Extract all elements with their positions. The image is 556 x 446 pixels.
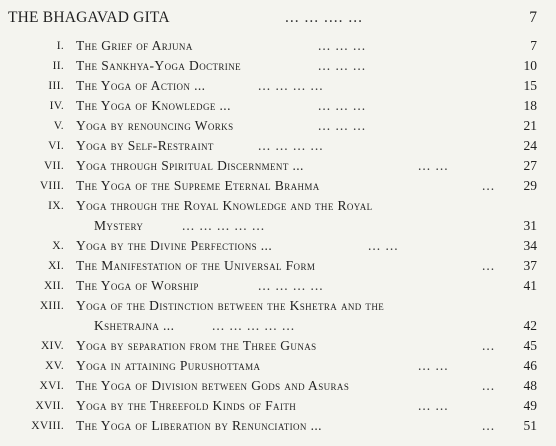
chapter-title: Yoga by renouncing Works: [76, 118, 234, 133]
chapter-title: The Sankhya-Yoga Doctrine: [76, 58, 241, 73]
chapter-number: XIII.: [39, 300, 64, 312]
chapter-title: Mystery: [94, 218, 144, 233]
page-number: 48: [523, 378, 537, 393]
toc-entry: [0, 36, 556, 56]
page-number: 31: [523, 218, 537, 233]
chapter-number: VII.: [43, 160, 64, 172]
section-heading: [0, 8, 556, 28]
chapter-title: Yoga by the Divine Perfections ...: [76, 238, 273, 253]
chapter-number: II.: [52, 60, 64, 72]
toc-entry: [0, 136, 556, 156]
toc-entry: [0, 336, 556, 356]
page-number: 24: [523, 138, 537, 153]
toc-entry: [0, 236, 556, 256]
leader-dots: ... ... ... ...: [258, 138, 324, 153]
page-number: 15: [523, 78, 537, 93]
heading-title: THE BHAGAVAD GITA: [8, 9, 170, 26]
leader-dots: ... ...: [418, 158, 449, 173]
chapter-title: The Yoga of Worship: [76, 278, 199, 293]
page-number: 45: [523, 338, 537, 353]
chapter-title: Kshetrajna ...: [94, 318, 175, 333]
chapter-number: XII.: [43, 280, 64, 292]
toc-entry-continuation: [0, 316, 556, 336]
chapter-number: V.: [53, 120, 64, 132]
chapter-title: The Manifestation of the Universal Form: [76, 258, 316, 273]
leader-dots: ... ... ... ...: [258, 278, 324, 293]
chapter-number: IX.: [48, 200, 64, 212]
chapter-title: Yoga in attaining Purushottama: [76, 358, 261, 373]
chapter-title: The Yoga of Knowledge ...: [76, 98, 231, 113]
page-number: 37: [523, 258, 537, 273]
toc-entry: [0, 416, 556, 436]
toc-entry: [0, 156, 556, 176]
chapter-number: XV.: [45, 360, 64, 372]
leader-dots: ... ... ...: [318, 38, 367, 53]
toc-entry: [0, 256, 556, 276]
chapter-number: XVII.: [35, 400, 64, 412]
leader-dots: ... ... ...: [318, 98, 367, 113]
leader-dots: ... ... ...: [318, 58, 367, 73]
leader-dots: ... ... ...: [318, 118, 367, 133]
leader-dots: ...: [482, 418, 496, 433]
leader-dots: ...: [482, 258, 496, 273]
toc-entry: [0, 296, 556, 316]
page-number: 10: [523, 58, 537, 73]
chapter-number: X.: [52, 240, 64, 252]
page-number: 42: [523, 318, 537, 333]
chapter-title: Yoga by Self-Restraint: [76, 138, 214, 153]
chapter-number: III.: [48, 80, 64, 92]
chapter-title: Yoga of the Distinction between the Kshetra and the: [76, 298, 385, 313]
leader-dots: ... ...: [418, 398, 449, 413]
toc-entry: [0, 116, 556, 136]
chapter-title: Yoga by separation from the Three Gunas: [76, 338, 317, 353]
chapter-title: The Yoga of Liberation by Renunciation ...: [76, 418, 322, 433]
toc-entry: [0, 176, 556, 196]
chapter-number: VIII.: [39, 180, 64, 192]
chapter-title: Yoga through Spiritual Discernment ...: [76, 158, 304, 173]
leader-dots: ... ... ... ... ...: [182, 218, 266, 233]
chapter-number: IV.: [49, 100, 64, 112]
page-number: 7: [529, 9, 537, 26]
chapter-title: The Yoga of Action ...: [76, 78, 206, 93]
chapter-title: Yoga by the Threefold Kinds of Faith: [76, 398, 297, 413]
leader-dots: ... ... ... ... ...: [212, 318, 296, 333]
toc-entry: [0, 376, 556, 396]
leader-dots: ... ...: [368, 238, 399, 253]
chapter-title: The Grief of Arjuna: [76, 38, 193, 53]
page-number: 41: [523, 278, 537, 293]
toc-entry-continuation: [0, 216, 556, 236]
page-number: 46: [523, 358, 537, 373]
chapter-number: XVI.: [39, 380, 64, 392]
page-number: 51: [523, 418, 537, 433]
leader-dots: ... ...: [418, 358, 449, 373]
chapter-number: XVIII.: [31, 420, 64, 432]
toc-entry: [0, 196, 556, 216]
page-number: 21: [523, 118, 537, 133]
page-number: 49: [523, 398, 537, 413]
toc-entry: [0, 76, 556, 96]
toc-entry: [0, 96, 556, 116]
page-number: 29: [523, 178, 537, 193]
chapter-number: XIV.: [40, 340, 64, 352]
page-number: 27: [523, 158, 537, 173]
page-number: 7: [530, 38, 537, 53]
page-number: 34: [523, 238, 537, 253]
chapter-title: The Yoga of the Supreme Eternal Brahma: [76, 178, 320, 193]
leader-dots: ...: [482, 178, 496, 193]
toc-entry: [0, 276, 556, 296]
toc-entry: [0, 396, 556, 416]
leader-dots: ...: [482, 378, 496, 393]
toc-entry: [0, 356, 556, 376]
toc-entry: [0, 56, 556, 76]
chapter-title: Yoga through the Royal Knowledge and the Royal: [76, 198, 373, 213]
chapter-title: The Yoga of Division between Gods and Asuras: [76, 378, 350, 393]
chapter-number: VI.: [48, 140, 64, 152]
leader-dots: ... ... .... ...: [285, 9, 363, 26]
leader-dots: ...: [482, 338, 496, 353]
chapter-number: XI.: [48, 260, 64, 272]
page-number: 18: [523, 98, 537, 113]
leader-dots: ... ... ... ...: [258, 78, 324, 93]
chapter-number: I.: [56, 40, 64, 52]
